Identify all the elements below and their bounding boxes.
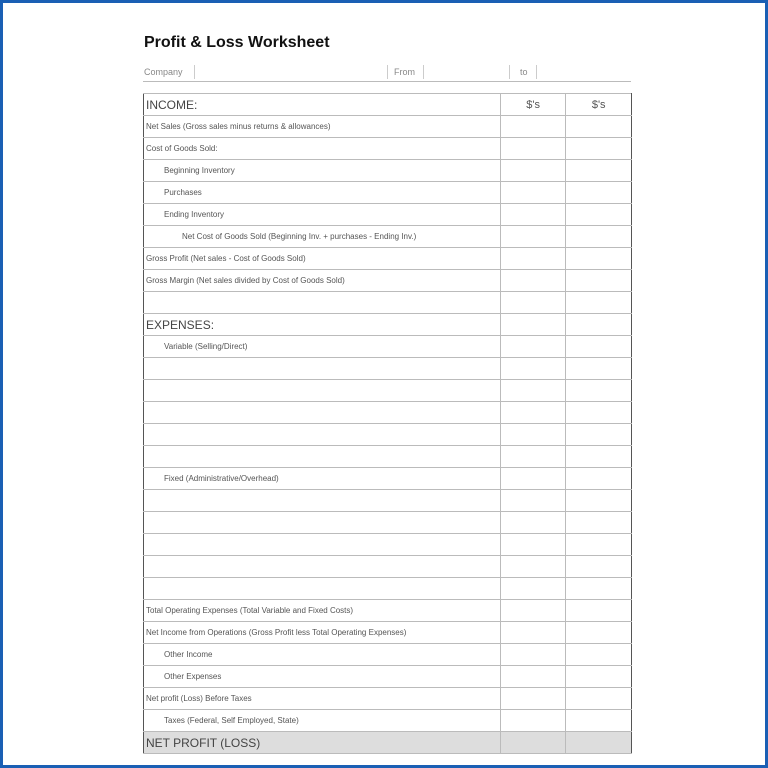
amount-cell-1[interactable] bbox=[500, 138, 566, 160]
amount-cell-1[interactable] bbox=[500, 402, 566, 424]
amount-cell-2[interactable] bbox=[566, 292, 632, 314]
amount-cell-2[interactable] bbox=[566, 270, 632, 292]
amount-cell-1[interactable] bbox=[500, 688, 566, 710]
table-row bbox=[144, 94, 632, 116]
table-row bbox=[144, 314, 632, 336]
row-label: INCOME: bbox=[144, 94, 501, 116]
row-label: Net profit (Loss) Before Taxes bbox=[144, 688, 501, 710]
amount-cell-1[interactable] bbox=[500, 534, 566, 556]
amount-cell-2[interactable] bbox=[566, 160, 632, 182]
amount-cell-2[interactable] bbox=[566, 248, 632, 270]
row-label: Other Expenses bbox=[144, 666, 501, 688]
row-label bbox=[144, 512, 501, 534]
table-row bbox=[144, 688, 632, 710]
company-field[interactable] bbox=[195, 67, 385, 81]
row-label: Variable (Selling/Direct) bbox=[144, 336, 501, 358]
table-row bbox=[144, 666, 632, 688]
amount-cell-1[interactable] bbox=[500, 226, 566, 248]
row-label: EXPENSES: bbox=[144, 314, 501, 336]
amount-cell-1[interactable] bbox=[500, 578, 566, 600]
row-label bbox=[144, 380, 501, 402]
table-row bbox=[144, 710, 632, 732]
amount-cell-2[interactable] bbox=[566, 204, 632, 226]
row-label: Gross Profit (Net sales - Cost of Goods Sold) bbox=[144, 248, 501, 270]
table-row bbox=[144, 490, 632, 512]
amount-cell-2[interactable] bbox=[566, 600, 632, 622]
row-label: Total Operating Expenses (Total Variable and Fixed Costs) bbox=[144, 600, 501, 622]
header-fields bbox=[143, 63, 631, 82]
amount-cell-1[interactable] bbox=[500, 424, 566, 446]
table-row bbox=[144, 468, 632, 490]
amount-cell-2[interactable] bbox=[566, 138, 632, 160]
table-row bbox=[144, 248, 632, 270]
table-row bbox=[144, 204, 632, 226]
amount-cell-1[interactable] bbox=[500, 160, 566, 182]
amount-cell-2[interactable] bbox=[566, 490, 632, 512]
table-row bbox=[144, 644, 632, 666]
table-row bbox=[144, 292, 632, 314]
amount-cell-2[interactable] bbox=[566, 424, 632, 446]
row-label bbox=[144, 578, 501, 600]
row-label: Fixed (Administrative/Overhead) bbox=[144, 468, 501, 490]
amount-cell-1[interactable] bbox=[500, 446, 566, 468]
table-row bbox=[144, 556, 632, 578]
table-row bbox=[144, 116, 632, 138]
amount-cell-2[interactable] bbox=[566, 688, 632, 710]
row-label bbox=[144, 490, 501, 512]
divider bbox=[509, 65, 510, 79]
row-label: Cost of Goods Sold: bbox=[144, 138, 501, 160]
row-label bbox=[144, 402, 501, 424]
amount-cell-2[interactable] bbox=[566, 468, 632, 490]
table-row bbox=[144, 732, 632, 754]
table-row bbox=[144, 446, 632, 468]
row-label bbox=[144, 556, 501, 578]
amount-cell-2[interactable] bbox=[566, 666, 632, 688]
amount-cell-1[interactable] bbox=[500, 644, 566, 666]
amount-cell-1[interactable] bbox=[500, 116, 566, 138]
table-row bbox=[144, 182, 632, 204]
amount-cell-1[interactable] bbox=[500, 468, 566, 490]
table-row bbox=[144, 534, 632, 556]
table-row bbox=[144, 512, 632, 534]
amount-cell-2[interactable] bbox=[566, 556, 632, 578]
row-label: Net Sales (Gross sales minus returns & allowances) bbox=[144, 116, 501, 138]
row-label: Purchases bbox=[144, 182, 501, 204]
column-header: $'s bbox=[566, 94, 632, 116]
amount-cell-2[interactable] bbox=[566, 380, 632, 402]
table-row bbox=[144, 600, 632, 622]
pl-table bbox=[143, 93, 632, 754]
table-row bbox=[144, 380, 632, 402]
amount-cell-2[interactable] bbox=[566, 116, 632, 138]
row-label: Other Income bbox=[144, 644, 501, 666]
amount-cell-2[interactable] bbox=[566, 226, 632, 248]
amount-cell-2[interactable] bbox=[566, 402, 632, 424]
amount-cell-1[interactable] bbox=[500, 380, 566, 402]
table-row bbox=[144, 226, 632, 248]
column-header: $'s bbox=[500, 94, 566, 116]
divider bbox=[387, 65, 388, 79]
amount-cell-1[interactable] bbox=[500, 732, 566, 754]
amount-cell-2[interactable] bbox=[566, 534, 632, 556]
amount-cell-1[interactable] bbox=[500, 182, 566, 204]
row-label: Net Income from Operations (Gross Profit less Total Operating Expenses) bbox=[144, 622, 501, 644]
amount-cell-1[interactable] bbox=[500, 314, 566, 336]
table-row bbox=[144, 578, 632, 600]
row-label: NET PROFIT (LOSS) bbox=[144, 732, 501, 754]
row-label: Ending Inventory bbox=[144, 204, 501, 226]
amount-cell-2[interactable] bbox=[566, 314, 632, 336]
table-row bbox=[144, 160, 632, 182]
amount-cell-1[interactable] bbox=[500, 512, 566, 534]
table-row bbox=[144, 270, 632, 292]
amount-cell-1[interactable] bbox=[500, 710, 566, 732]
amount-cell-1[interactable] bbox=[500, 336, 566, 358]
from-field[interactable] bbox=[424, 67, 507, 81]
table-row bbox=[144, 138, 632, 160]
to-field[interactable] bbox=[537, 67, 629, 81]
amount-cell-2[interactable] bbox=[566, 336, 632, 358]
company-label: Company bbox=[144, 67, 183, 77]
table-row bbox=[144, 622, 632, 644]
amount-cell-2[interactable] bbox=[566, 578, 632, 600]
amount-cell-2[interactable] bbox=[566, 512, 632, 534]
amount-cell-1[interactable] bbox=[500, 292, 566, 314]
amount-cell-1[interactable] bbox=[500, 666, 566, 688]
amount-cell-2[interactable] bbox=[566, 182, 632, 204]
from-label: From bbox=[394, 67, 415, 77]
row-label bbox=[144, 534, 501, 556]
amount-cell-1[interactable] bbox=[500, 358, 566, 380]
amount-cell-1[interactable] bbox=[500, 556, 566, 578]
amount-cell-1[interactable] bbox=[500, 248, 566, 270]
amount-cell-1[interactable] bbox=[500, 622, 566, 644]
amount-cell-1[interactable] bbox=[500, 270, 566, 292]
to-label: to bbox=[520, 67, 528, 77]
amount-cell-2[interactable] bbox=[566, 710, 632, 732]
row-label bbox=[144, 424, 501, 446]
table-row bbox=[144, 402, 632, 424]
row-label bbox=[144, 292, 501, 314]
row-label bbox=[144, 446, 501, 468]
amount-cell-2[interactable] bbox=[566, 622, 632, 644]
row-label: Taxes (Federal, Self Employed, State) bbox=[144, 710, 501, 732]
amount-cell-2[interactable] bbox=[566, 446, 632, 468]
amount-cell-2[interactable] bbox=[566, 732, 632, 754]
amount-cell-2[interactable] bbox=[566, 644, 632, 666]
row-label: Beginning Inventory bbox=[144, 160, 501, 182]
row-label bbox=[144, 358, 501, 380]
table-row bbox=[144, 358, 632, 380]
table-row bbox=[144, 424, 632, 446]
amount-cell-1[interactable] bbox=[500, 204, 566, 226]
amount-cell-2[interactable] bbox=[566, 358, 632, 380]
row-label: Gross Margin (Net sales divided by Cost of Goods Sold) bbox=[144, 270, 501, 292]
worksheet-title: Profit & Loss Worksheet bbox=[144, 34, 330, 51]
table-row bbox=[144, 336, 632, 358]
amount-cell-1[interactable] bbox=[500, 600, 566, 622]
row-label: Net Cost of Goods Sold (Beginning Inv. + purchases - Ending Inv.) bbox=[144, 226, 501, 248]
amount-cell-1[interactable] bbox=[500, 490, 566, 512]
